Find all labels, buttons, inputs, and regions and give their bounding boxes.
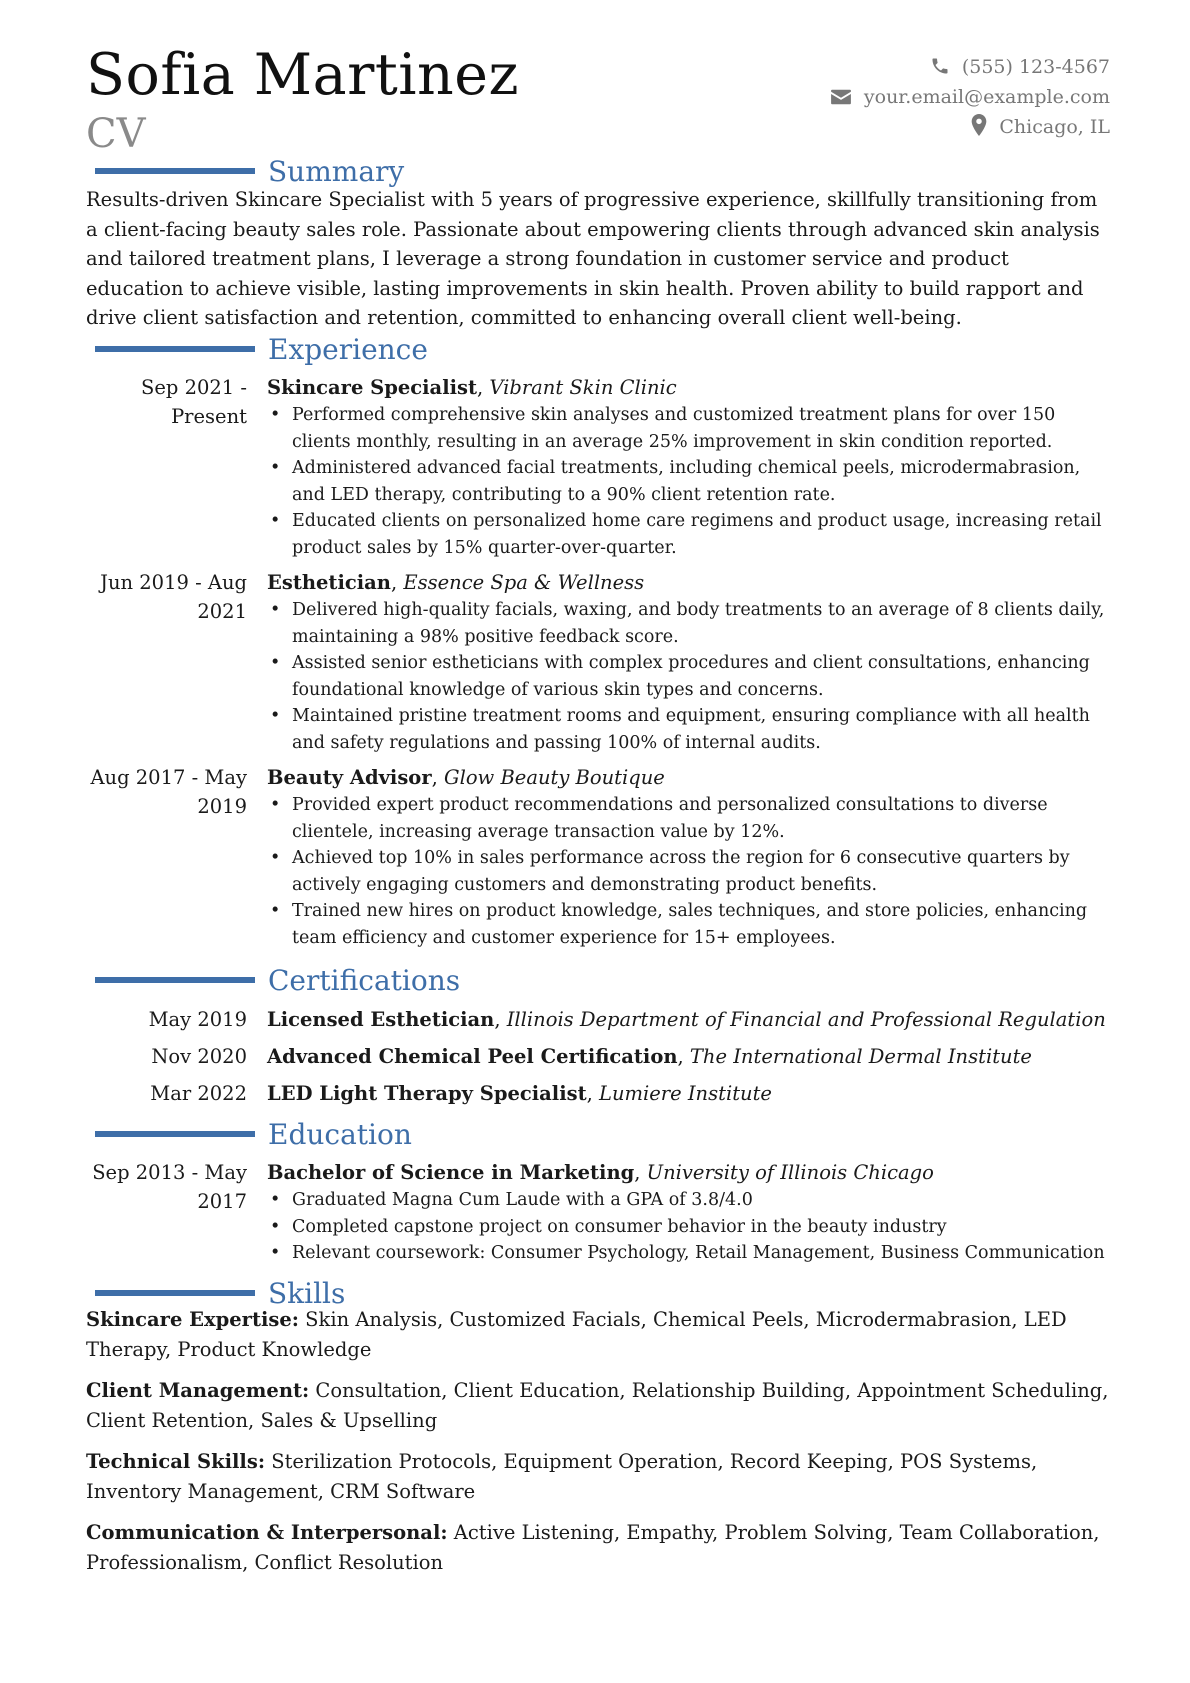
skill-items: Skin Analysis, Customized Facials, Chemical Peels, Microdermabrasion, LED Therapy, Product Knowledge [86, 1308, 1067, 1361]
skill-items: Consultation, Client Education, Relationship Building, Appointment Scheduling, Client Retention, Sales & Upselling [86, 1379, 1109, 1432]
list-item: • Provided expert product recommendations and personalized consultations to diverse clientele, increasing average transaction value by 12%. [267, 792, 1117, 845]
skill-items: Active Listening, Empathy, Problem Solving, Team Collaboration, Professionalism, Conflict Resolution [86, 1521, 1100, 1574]
phone-text: (555) 123-4567 [961, 56, 1110, 78]
cert-date: May 2019 [148, 1008, 247, 1031]
list-item: • Delivered high-quality facials, waxing, and body treatments to an average of 8 clients daily, maintaining a 98% positive feedback score. [267, 597, 1117, 650]
employer: Glow Beauty Boutique [444, 766, 665, 789]
entry-date: Sep 2021 - Present [141, 376, 247, 428]
skill-group [86, 1376, 1116, 1435]
contact-email[interactable] [830, 82, 1110, 112]
list-item: • Educated clients on personalized home care regimens and product usage, increasing retail product sales by 15% quarter-over-quarter. [267, 508, 1117, 561]
section-bar [95, 1131, 255, 1137]
skill-label: Communication & Interpersonal: [86, 1521, 448, 1544]
cert-issuer: The International Dermal Institute [689, 1045, 1032, 1068]
skill-group [86, 1447, 1116, 1506]
section-bar [95, 168, 255, 174]
contact-phone[interactable] [830, 52, 1110, 82]
contact-location [830, 112, 1110, 142]
location-text: Chicago, IL [999, 116, 1110, 138]
job-title: Beauty Advisor [267, 766, 432, 789]
list-item: • Relevant coursework: Consumer Psychology, Retail Management, Business Communication [267, 1240, 1117, 1267]
list-item: • Maintained pristine treatment rooms and equipment, ensuring compliance with all health and safety regulations and passing 100% of internal audits. [267, 703, 1117, 756]
certification-item: May 2019 Licensed Esthetician, Illinois Department of Financial and Professional Regulation [86, 1005, 1126, 1039]
section-title: Certifications [268, 964, 461, 997]
certification-item: Mar 2022 LED Light Therapy Specialist, Lumiere Institute [86, 1079, 1126, 1113]
job-title: Esthetician [267, 571, 391, 594]
list-item: • Administered advanced facial treatments, including chemical peels, microdermabrasion, and LED therapy, contributing to a 90% client retention rate. [267, 455, 1117, 508]
entry-date: Jun 2019 - Aug 2021 [100, 571, 247, 623]
skill-items: Sterilization Protocols, Equipment Operation, Record Keeping, POS Systems, Inventory Management, CRM Software [86, 1450, 1038, 1503]
section-title: Skills [268, 1277, 346, 1310]
list-item: • Performed comprehensive skin analyses and customized treatment plans for over 150 clients monthly, resulting in an average 25% improvement in skin condition reported. [267, 402, 1117, 455]
list-item: • Assisted senior estheticians with complex procedures and client consultations, enhancing foundational knowledge of various skin types and concerns. [267, 650, 1117, 703]
cert-name: Advanced Chemical Peel Certification [267, 1045, 678, 1068]
cert-name: Licensed Esthetician [267, 1008, 495, 1031]
entry-date: Aug 2017 - May 2019 [90, 766, 247, 818]
degree: Bachelor of Science in Marketing [267, 1161, 635, 1184]
section-bar [95, 977, 255, 983]
cert-issuer: Lumiere Institute [599, 1082, 772, 1105]
employer: Essence Spa & Wellness [403, 571, 645, 594]
skill-label: Skincare Expertise: [86, 1308, 299, 1331]
section-title: Summary [268, 155, 405, 188]
entry-heading: Esthetician, Essence Spa & Wellness [267, 571, 645, 594]
entry-heading: Skincare Specialist, Vibrant Skin Clinic [267, 376, 677, 399]
cert-date: Nov 2020 [151, 1045, 247, 1068]
list-item: • Completed capstone project on consumer behavior in the beauty industry [267, 1214, 1117, 1241]
employer: Vibrant Skin Clinic [489, 376, 677, 399]
candidate-name: Sofia Martinez [86, 42, 519, 108]
skill-label: Technical Skills: [86, 1450, 266, 1473]
phone-icon [930, 56, 950, 76]
cert-name: LED Light Therapy Specialist [267, 1082, 587, 1105]
job-title: Skincare Specialist [267, 376, 477, 399]
email-text: your.email@example.com [863, 86, 1110, 108]
map-pin-icon [971, 114, 987, 136]
envelope-icon [830, 88, 852, 106]
certification-item: Nov 2020 Advanced Chemical Peel Certification, The International Dermal Institute [86, 1042, 1126, 1076]
skill-label: Client Management: [86, 1379, 310, 1402]
list-item: • Achieved top 10% in sales performance across the region for 6 consecutive quarters by actively engaging customers and demonstrating product benefits. [267, 845, 1117, 898]
summary-text: Results-driven Skincare Specialist with 5 years of progressive experience, skillfully transitioning from a client-facing beauty sales role. Passionate about empowering clients through advanced skin analysis and tailored treatment plans, I leverage a strong foundation in customer service and product education to achieve visible, lasting improvements in skin health. Proven ability to build rapport and drive client satisfaction and retention, committed to enhancing overall client well-being. [86, 188, 1100, 329]
cert-issuer: Illinois Department of Financial and Professional Regulation [506, 1008, 1106, 1031]
school: University of Illinois Chicago [646, 1161, 934, 1184]
skill-group [86, 1518, 1116, 1577]
list-item: • Trained new hires on product knowledge, sales techniques, and store policies, enhancing team efficiency and customer experience for 15+ employees. [267, 898, 1117, 951]
entry-heading: Bachelor of Science in Marketing, University of Illinois Chicago [267, 1161, 934, 1184]
list-item: • Graduated Magna Cum Laude with a GPA of 3.8/4.0 [267, 1187, 1117, 1214]
section-bar [95, 1290, 255, 1296]
section-title: Education [268, 1118, 412, 1151]
cert-date: Mar 2022 [150, 1082, 247, 1105]
contact-block [830, 52, 1110, 142]
entry-date: Sep 2013 - May 2017 [92, 1161, 247, 1213]
entry-heading: Beauty Advisor, Glow Beauty Boutique [267, 766, 665, 789]
document-subtitle: CV [86, 111, 146, 157]
section-bar [95, 346, 255, 352]
section-title: Experience [268, 333, 428, 366]
skill-group [86, 1305, 1116, 1364]
